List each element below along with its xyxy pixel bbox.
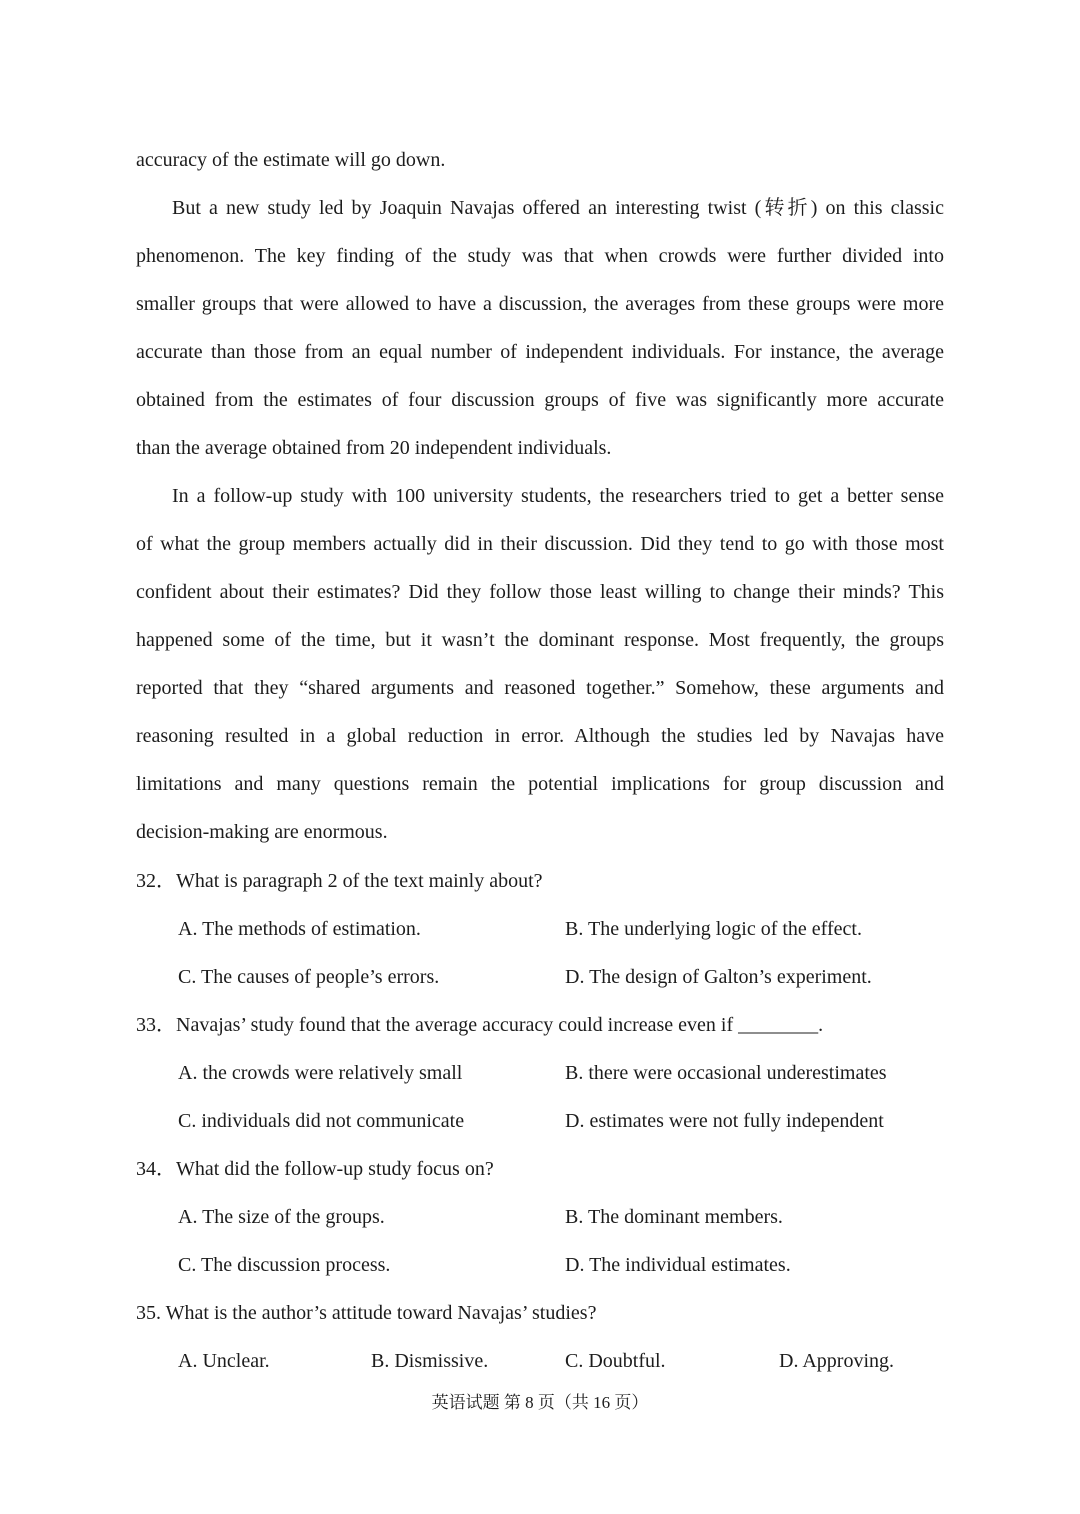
passage-line: obtained from the estimates of four discussion groups of five was significantly more accurate bbox=[136, 389, 944, 411]
question-34 bbox=[136, 1157, 494, 1181]
option-34-b[interactable]: B. The dominant members. bbox=[565, 1206, 783, 1228]
option-34-d[interactable]: D. The individual estimates. bbox=[565, 1254, 791, 1276]
option-32-b[interactable]: B. The underlying logic of the effect. bbox=[565, 918, 862, 940]
passage-line: accurate than those from an equal number of independent individuals. For instance, the average bbox=[136, 341, 944, 363]
passage-line: of what the group members actually did in their discussion. Did they tend to go with those most bbox=[136, 533, 944, 555]
question-33 bbox=[136, 1013, 823, 1037]
question-text: What is paragraph 2 of the text mainly about? bbox=[176, 870, 543, 892]
passage-line: But a new study led by Joaquin Navajas offered an interesting twist (转折) on this classic bbox=[172, 197, 944, 219]
option-32-a[interactable]: A. The methods of estimation. bbox=[178, 918, 421, 940]
passage-line: phenomenon. The key finding of the study was that when crowds were further divided into bbox=[136, 245, 944, 267]
option-33-b[interactable]: B. there were occasional underestimates bbox=[565, 1062, 887, 1084]
question-number: 33． bbox=[136, 1014, 176, 1036]
question-number: 35. bbox=[136, 1302, 161, 1324]
option-35-b[interactable]: B. Dismissive. bbox=[371, 1350, 489, 1372]
passage-line: In a follow-up study with 100 university students, the researchers tried to get a better sense bbox=[172, 485, 944, 507]
passage-line: smaller groups that were allowed to have a discussion, the averages from these groups were more bbox=[136, 293, 944, 315]
option-32-c[interactable]: C. The causes of people’s errors. bbox=[178, 966, 440, 988]
option-34-c[interactable]: C. The discussion process. bbox=[178, 1254, 391, 1276]
question-35 bbox=[136, 1301, 596, 1325]
question-text: What did the follow-up study focus on? bbox=[176, 1158, 494, 1180]
option-33-a[interactable]: A. the crowds were relatively small bbox=[178, 1062, 463, 1084]
option-35-c[interactable]: C. Doubtful. bbox=[565, 1350, 666, 1372]
option-33-d[interactable]: D. estimates were not fully independent bbox=[565, 1110, 884, 1132]
option-33-c[interactable]: C. individuals did not communicate bbox=[178, 1110, 465, 1132]
passage-line: limitations and many questions remain the potential implications for group discussion and bbox=[136, 773, 944, 795]
question-text: Navajas’ study found that the average accuracy could increase even if ________. bbox=[176, 1014, 824, 1036]
page-footer: 英语试题 第 8 页（共 16 页） bbox=[431, 1393, 649, 1412]
option-35-a[interactable]: A. Unclear. bbox=[178, 1350, 270, 1372]
passage-line: decision-making are enormous. bbox=[136, 821, 388, 843]
question-text: What is the author’s attitude toward Navajas’ studies? bbox=[165, 1302, 597, 1324]
passage-line: than the average obtained from 20 independent individuals. bbox=[136, 437, 612, 459]
passage-line: confident about their estimates? Did they follow those least willing to change their minds? This bbox=[136, 581, 944, 603]
option-35-d[interactable]: D. Approving. bbox=[779, 1350, 894, 1372]
passage-line: reasoning resulted in a global reduction in error. Although the studies led by Navajas have bbox=[136, 725, 944, 747]
question-32 bbox=[136, 869, 543, 893]
option-32-d[interactable]: D. The design of Galton’s experiment. bbox=[565, 966, 872, 988]
question-number: 34． bbox=[136, 1158, 176, 1180]
passage-line: accuracy of the estimate will go down. bbox=[136, 149, 446, 171]
passage-line: reported that they “shared arguments and reasoned together.” Somehow, these arguments and bbox=[136, 677, 944, 699]
question-number: 32． bbox=[136, 870, 176, 892]
passage-line: happened some of the time, but it wasn’t the dominant response. Most frequently, the groups bbox=[136, 629, 944, 651]
option-34-a[interactable]: A. The size of the groups. bbox=[178, 1206, 385, 1228]
